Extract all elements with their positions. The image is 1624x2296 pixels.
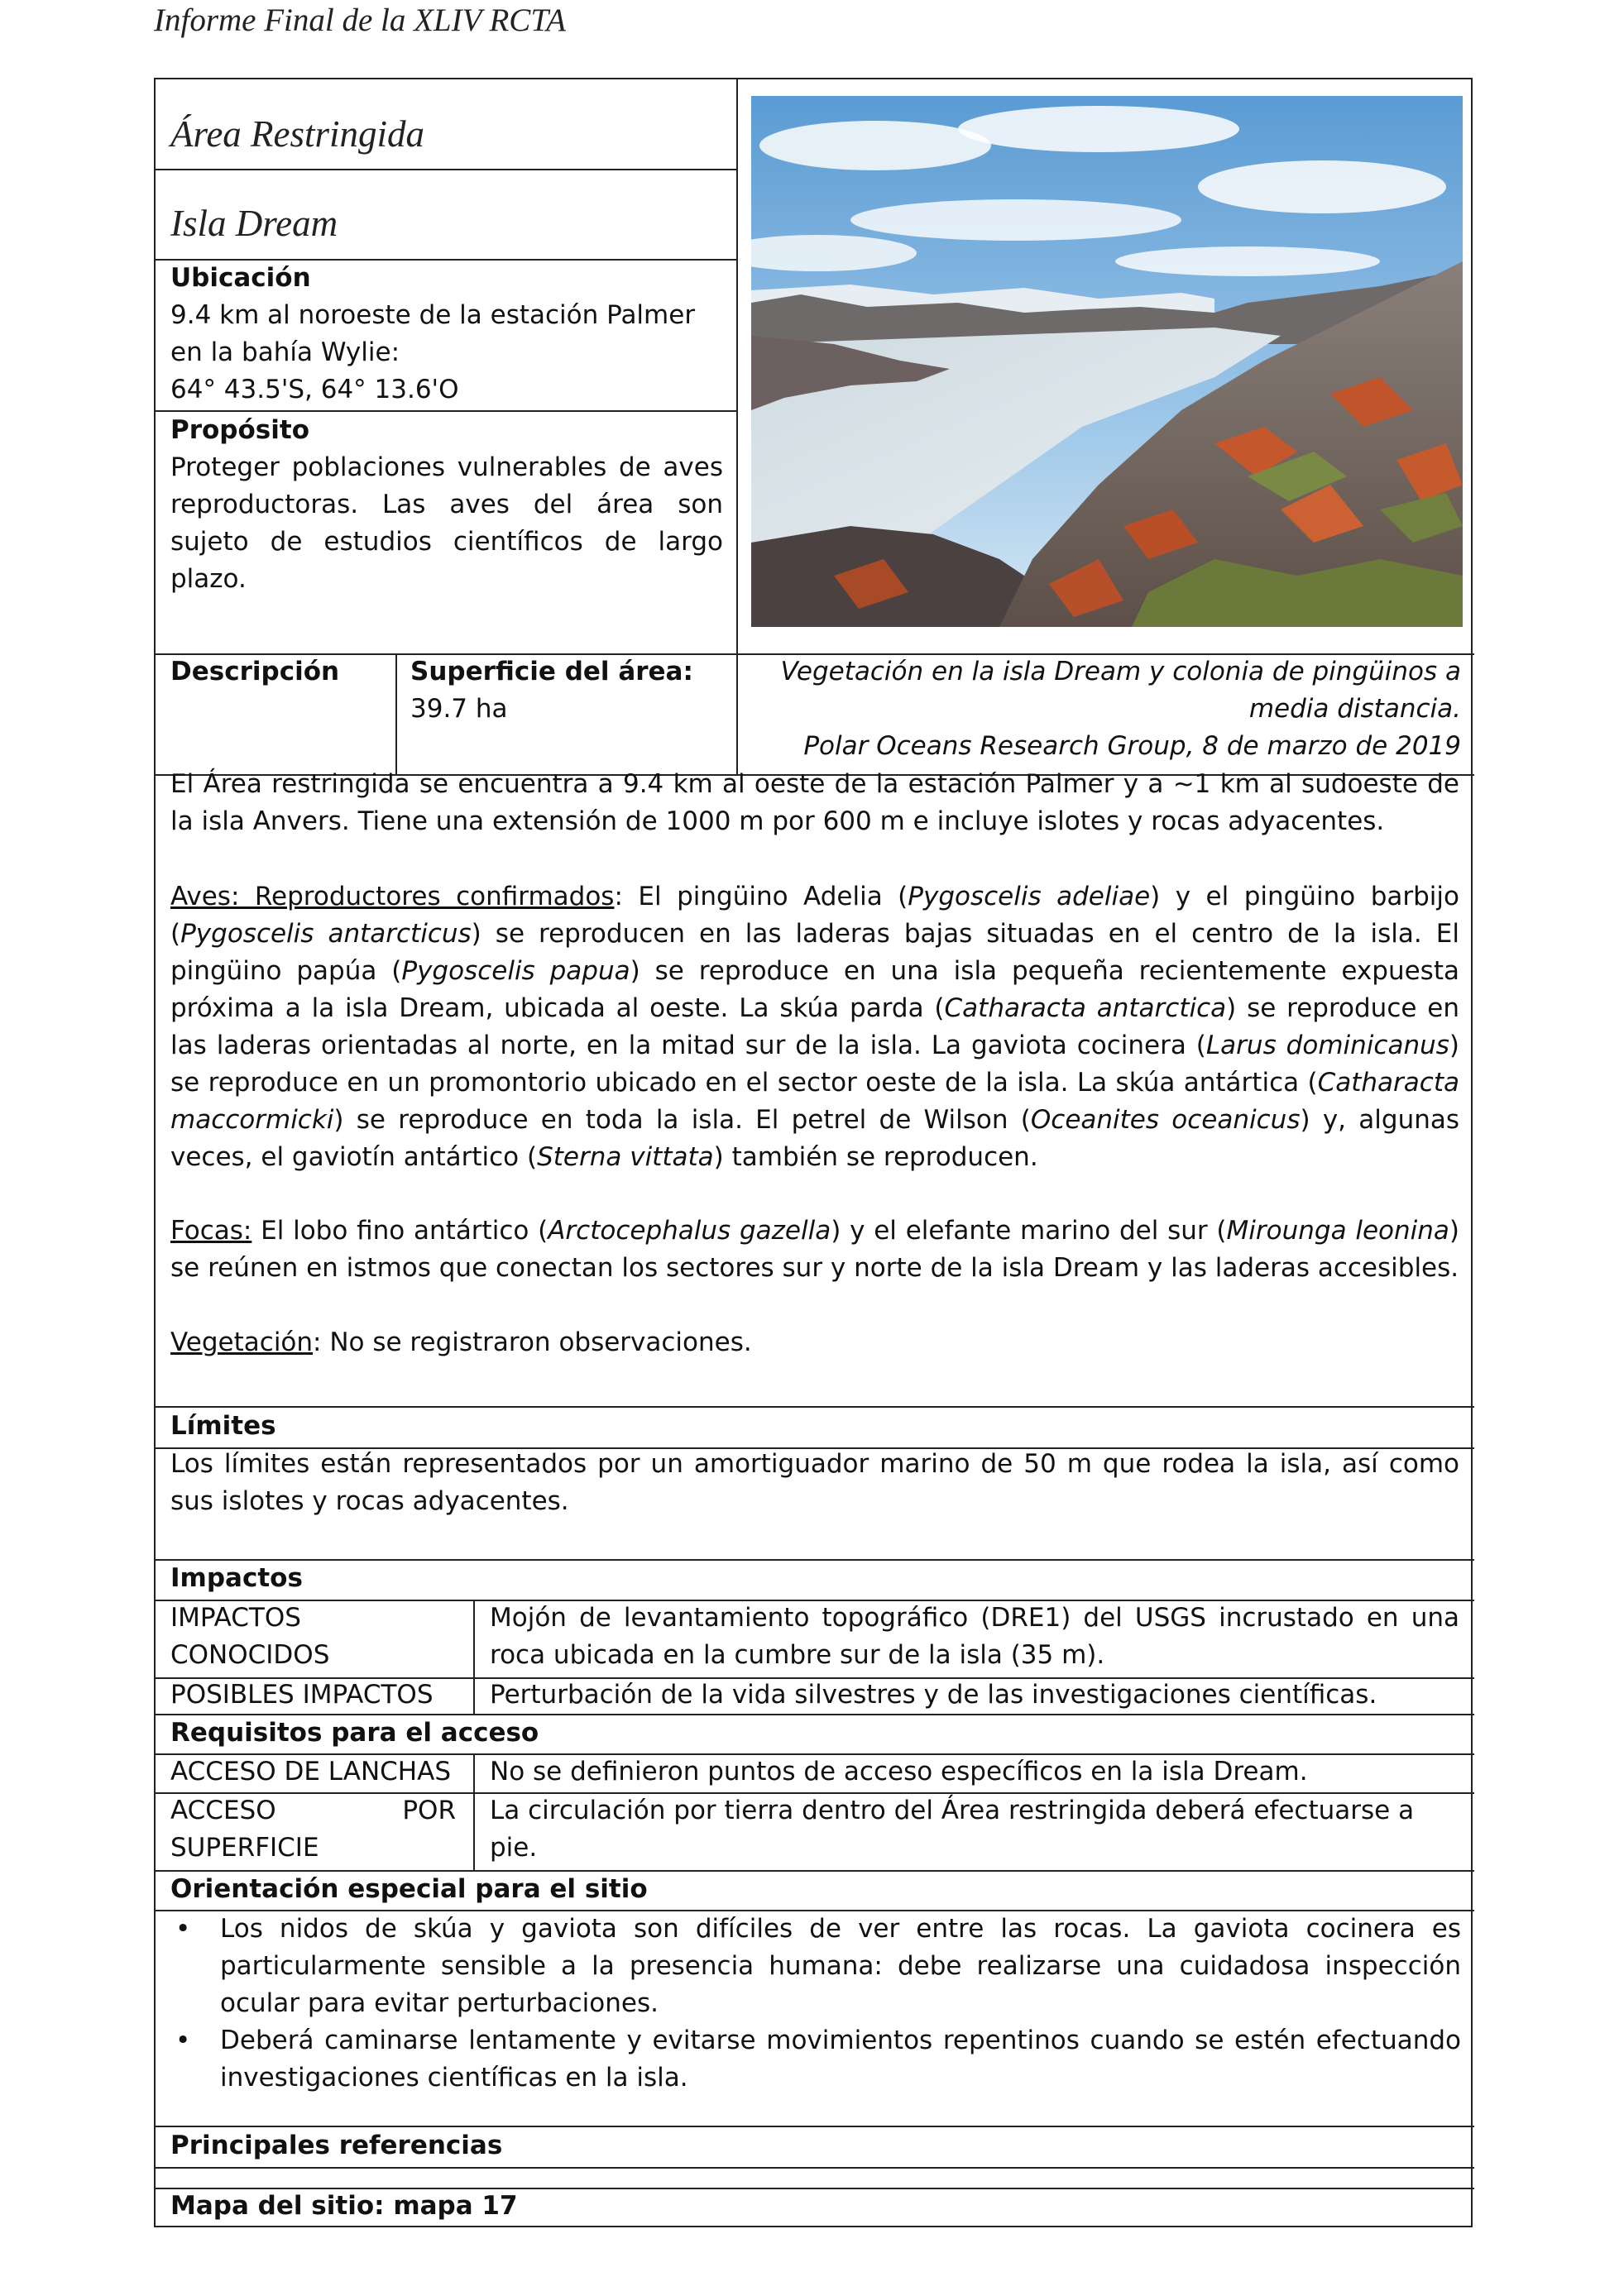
access-label: Requisitos para el acceso xyxy=(170,1718,539,1748)
purpose-label: Propósito xyxy=(170,415,309,445)
impact-value-known: Mojón de levantamiento topográfico (DRE1) del USGS incrustado en una roca ubicada en la cumbre sur de la isla (35 m). xyxy=(490,1603,1459,1670)
limits-text: Los límites están representados por un amortiguador marino de 50 m que rodea la isla, así como sus islotes y rocas adyacentes. xyxy=(170,1449,1459,1516)
vegetation-paragraph: Vegetación: No se registraron observaciones. xyxy=(170,1327,752,1357)
access-value-boats: No se definieron puntos de acceso específicos en la isla Dream. xyxy=(490,1757,1308,1787)
guidance-item: • Deberá caminarse lentamente y evitarse movimientos repentinos cuando se estén efectuando investigaciones científicas en la isla. xyxy=(175,2026,1461,2093)
photo-credit: Polar Oceans Research Group, 8 de marzo de 2019 xyxy=(803,731,1461,761)
impact-value-possible: Perturbación de la vida silvestres y de las investigaciones científicas. xyxy=(490,1680,1377,1710)
access-key-boats: ACCESO DE LANCHAS xyxy=(170,1757,452,1787)
seals-paragraph: Focas: El lobo fino antártico (Arctocephalus gazella) y el elefante marino del sur (Mirounga leonina) se reúnen en istmos que conectan los sectores sur y norte de la isla Dream y las laderas accesibles. xyxy=(170,1216,1460,1283)
references-label: Principales referencias xyxy=(170,2131,503,2160)
description-label: Descripción xyxy=(170,657,340,686)
seals-label: Focas: xyxy=(170,1216,252,1246)
impact-key-possible: POSIBLES IMPACTOS xyxy=(170,1680,434,1710)
island-landscape-image xyxy=(751,96,1463,627)
area-size-label: Superficie del área: xyxy=(410,657,693,686)
photo-caption: Vegetación en la isla Dream y colonia de pingüinos a media distancia. xyxy=(780,657,1461,724)
birds-label: Aves: Reproductores confirmados xyxy=(170,882,615,911)
birds-paragraph: Aves: Reproductores confirmados: El pingüino Adelia (Pygoscelis adeliae) y el pingüino barbijo (Pygoscelis antarcticus) se reproducen en las laderas bajas situadas en el centro de la isla. El pingüino papúa (Pygoscelis papua) se reproduce en una isla pequeña recientemente expuesta próxima a la isla Dream, ubicada al oeste. La skúa parda (Catharacta antarctica) se reproduce en las laderas orientadas al norte, en la mitad sur de la isla. La gaviota cocinera (Larus dominicanus) se reproduce en un promontorio ubicado en el sector oeste de la isla. La skúa antártica (Catharacta maccormicki) se reproduce en toda la isla. El petrel de Wilson (Oceanites oceanicus) y, algunas veces, el gaviotín antártico (Sterna vittata) también se reproducen. xyxy=(170,882,1460,1172)
area-type-title: Área Restringida xyxy=(170,113,425,155)
area-size-value: 39.7 ha xyxy=(410,694,508,724)
impact-key-known: IMPACTOS CONOCIDOS xyxy=(170,1603,330,1670)
site-map-label: Mapa del sitio: mapa 17 xyxy=(170,2191,518,2221)
location-text: 9.4 km al noroeste de la estación Palmer en la bahía Wylie: xyxy=(170,300,696,367)
limits-label: Límites xyxy=(170,1411,276,1441)
guidance-list xyxy=(156,1911,1461,2097)
guidance-item: • Los nidos de skúa y gaviota son difíciles de ver entre las rocas. La gaviota cocinera es particularmente sensible a la presencia humana: debe realizarse una cuidadosa inspección ocular para evitar perturbaciones. xyxy=(175,1914,1461,2018)
page-header: Informe Final de la XLIV RCTA xyxy=(154,2,566,38)
area-name-title: Isla Dream xyxy=(170,203,338,244)
site-photo xyxy=(751,96,1463,627)
location-label: Ubicación xyxy=(170,263,311,293)
access-key-surface: ACCESO POR SUPERFICIE xyxy=(170,1796,456,1863)
guidance-label: Orientación especial para el sitio xyxy=(170,1874,648,1904)
impacts-label: Impactos xyxy=(170,1563,303,1593)
site-sheet xyxy=(154,78,1473,2227)
area-size xyxy=(410,653,725,728)
location-coords: 64° 43.5'S, 64° 13.6'O xyxy=(170,375,459,404)
description-intro: El Área restringida se encuentra a 9.4 km al oeste de la estación Palmer y a ~1 km al sudoeste de la isla Anvers. Tiene una extensión de 1000 m por 600 m e incluye islotes y rocas adyacentes. xyxy=(170,769,1459,836)
purpose-text: Proteger poblaciones vulnerables de aves reproductoras. Las aves del área son sujeto de estudios científicos de largo plazo. xyxy=(170,452,723,594)
access-value-surface: La circulación por tierra dentro del Área restringida deberá efectuarse a pie. xyxy=(490,1796,1415,1863)
vegetation-label: Vegetación xyxy=(170,1327,314,1357)
